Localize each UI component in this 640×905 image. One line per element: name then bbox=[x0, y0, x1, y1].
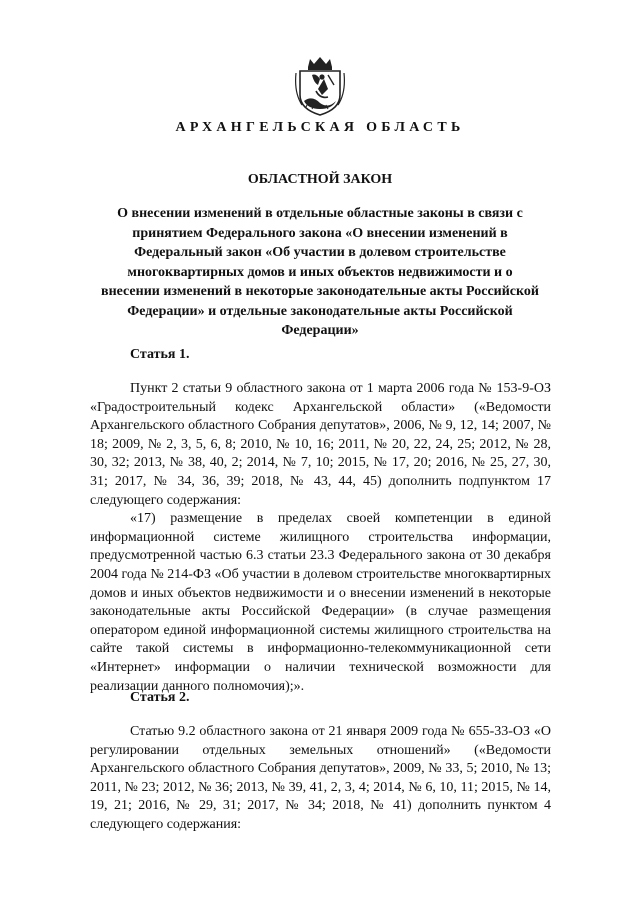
article-2-paragraph-1: Статью 9.2 областного закона от 21 января 2009 года № 655-33-ОЗ «О регулировании отдельных земельных отношений» («Ведомости Архангельского областного Собрания депутатов», 2009, № 33, 5; 2010, № 13; 2011, № 23; 2012, № 36; 2013, № 39, 41, 2, 3, 4; 2014, № 6, 10, 11; 2015, № 14, 19, 21; 2016, № 29, 31; 2017, № 34; 2018, № 41) дополнить пунктом 4 следующего содержания: bbox=[90, 724, 551, 832]
region-name: АРХАНГЕЛЬСКАЯ ОБЛАСТЬ bbox=[175, 120, 465, 135]
article-2-body bbox=[90, 723, 551, 835]
article-1-heading: Статья 1. bbox=[130, 347, 190, 362]
article-1-paragraph-2: «17) размещение в пределах своей компетенции в единой информационной системе жилищного строительства информации, предусмотренной частью 6.3 статьи 23.3 Федерального закона от 30 декабря 2004 года № 214-ФЗ «Об участии в долевом строительстве многоквартирных домов и иных объектов недвижимости и о внесении изменений в некоторые законодательные акты Российской Федерации» (в случае размещения оператором единой информационной системы жилищного строительства на сайте такой системы в информационно-телекоммуникационной сети «Интернет» информации о наличии технической возможности для реализации данного полномочия);». bbox=[90, 511, 551, 694]
document-title: О внесении изменений в отдельные областные законы в связи с принятием Федерального закона «О внесении изменений в Федеральный закон «Об участии в долевом строительстве многоквартирных домов и иных объектов недвижимости и о внесении изменений в некоторые законодательные акты Российской Федерации» и отдельные законодательные акты Российской Федерации» bbox=[101, 206, 539, 338]
coat-of-arms-icon bbox=[294, 55, 346, 117]
document-type: ОБЛАСТНОЙ ЗАКОН bbox=[247, 172, 393, 187]
article-1-paragraph-1: Пункт 2 статьи 9 областного закона от 1 марта 2006 года № 153-9-ОЗ «Градостроительный кодекс Архангельской области» («Ведомости Архангельского областного Собрания депутатов», 2006, № 9, 12, 14; 2007, № 18; 2009, № 2, 3, 5, 6, 8; 2010, № 10, 16; 2011, № 20, 22, 24, 25; 2012, № 28, 30, 32; 2013, № 38, 40, 2; 2014, № 7, 10; 2015, № 17, 20; 2016, № 25, 27, 30, 31; 2017, № 34, 36, 39; 2018, № 43, 44, 45) дополнить подпунктом 17 следующего содержания: bbox=[90, 381, 551, 508]
article-1-body bbox=[90, 380, 551, 696]
article-2-heading: Статья 2. bbox=[130, 690, 190, 705]
